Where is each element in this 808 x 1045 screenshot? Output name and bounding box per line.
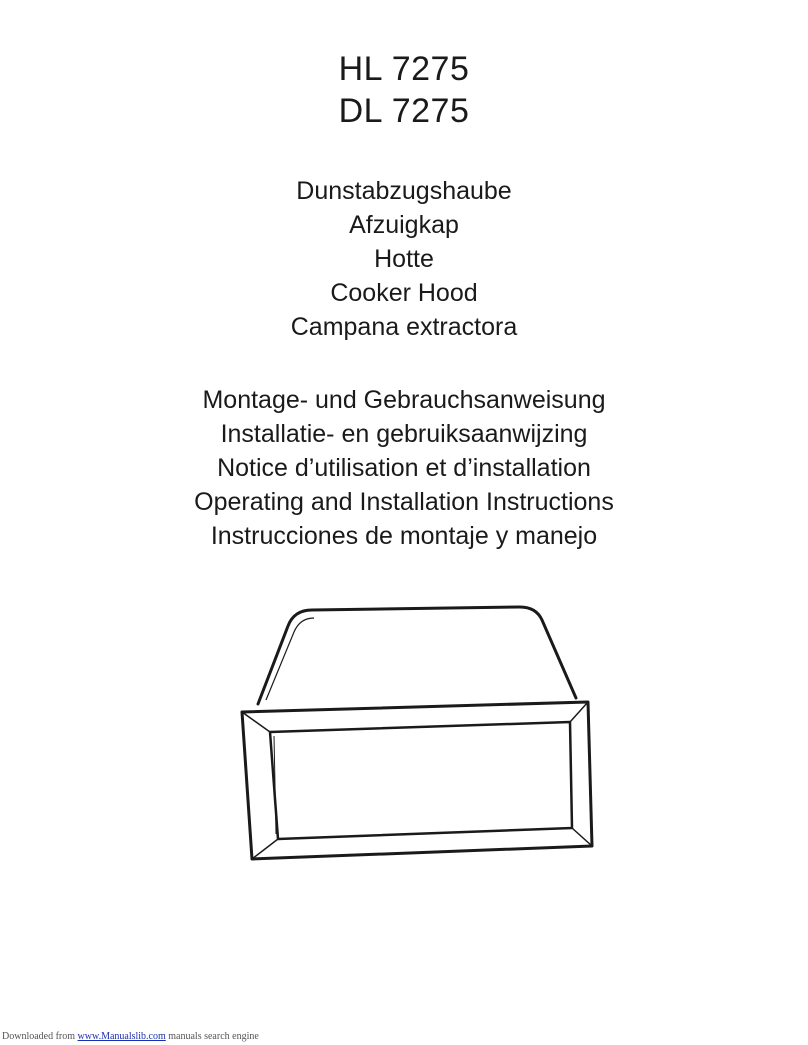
instruction-title-nl: Installatie- en gebruiksaanwijzing: [220, 420, 588, 448]
instruction-title-fr: Notice d’utilisation et d’installation: [217, 454, 591, 482]
front-panel-frame: [242, 702, 592, 859]
footer-suffix: manuals search engine: [168, 1031, 259, 1042]
hood-housing-inner: [266, 618, 314, 700]
model-number: DL 7275: [338, 92, 470, 130]
hood-housing: [258, 607, 576, 704]
instruction-titles: [0, 383, 808, 553]
model-numbers: [0, 48, 808, 132]
manualslib-link[interactable]: www.Manualslib.com: [77, 1031, 166, 1042]
instruction-title-en: Operating and Installation Instructions: [194, 488, 614, 516]
footer-prefix: Downloaded from: [2, 1031, 76, 1042]
product-names: [0, 174, 808, 344]
cooker-hood-icon: [230, 596, 600, 861]
instruction-title-es: Instrucciones de montaje y manejo: [210, 522, 598, 550]
model-number: HL 7275: [338, 50, 470, 88]
download-footer: [2, 1031, 259, 1042]
instruction-title-de: Montage- und Gebrauchsanweisung: [202, 386, 606, 414]
product-name-fr: Hotte: [374, 245, 434, 273]
product-name-nl: Afzuigkap: [349, 211, 459, 239]
product-name-de: Dunstabzugshaube: [296, 177, 512, 205]
product-name-en: Cooker Hood: [330, 279, 478, 307]
product-name-es: Campana extractora: [290, 313, 518, 341]
